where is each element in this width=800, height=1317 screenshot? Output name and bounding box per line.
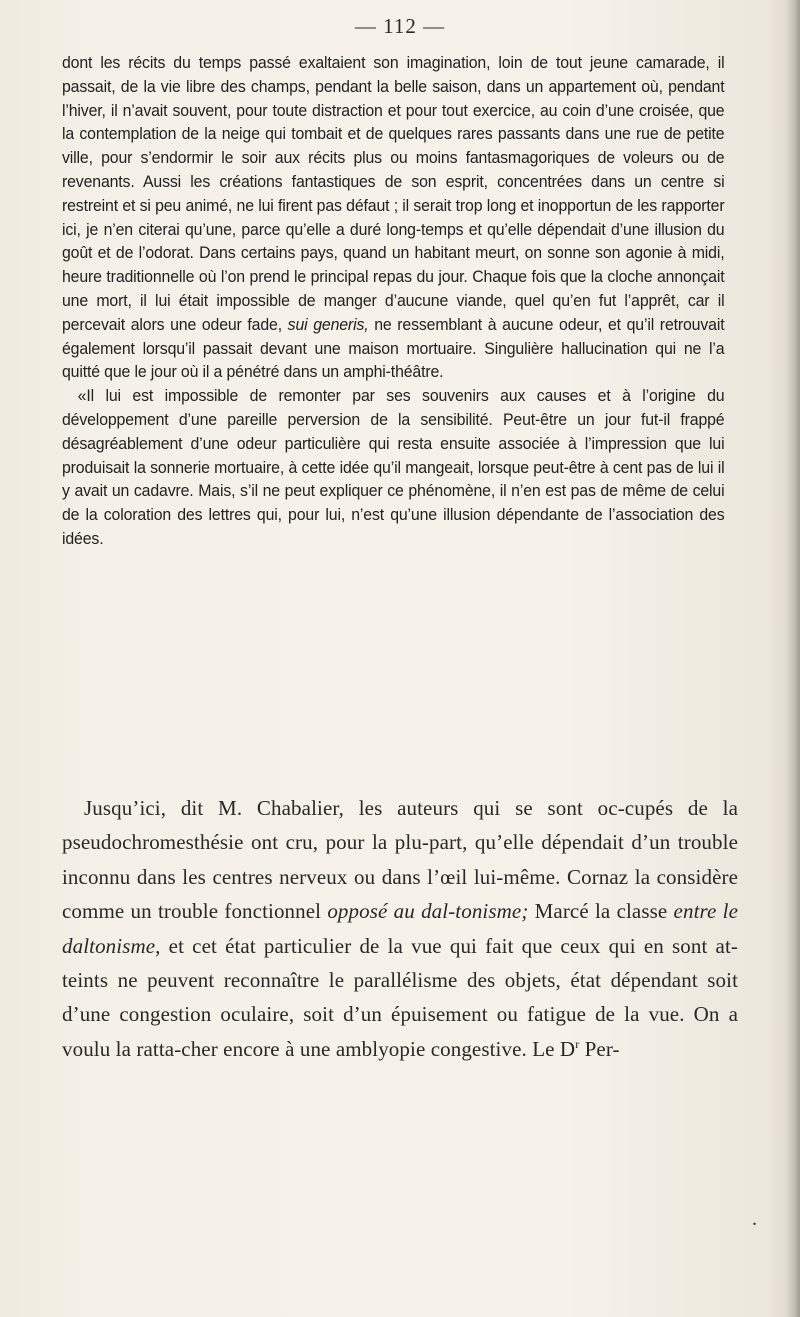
paragraph-3 — [62, 791, 738, 1066]
paragraph-1-italic: sui generis, — [287, 315, 369, 334]
small-text-block — [62, 52, 724, 552]
paragraph-3-part4: Per- — [579, 1036, 620, 1061]
paragraph-1-end: ne ressemblant à aucune odeur, et qu’il retrouvait également lorsqu’il passait devant une maison mortuaire. Singulière hallucination qui ne l’a quitté que le jour où il a pénétré dans un amphi-théâtre. — [62, 315, 725, 382]
page-edge-shadow — [786, 0, 800, 1317]
paragraph-3-part2: Marcé la classe — [528, 899, 674, 924]
paragraph-3-part1: Jusqu’ici, dit M. Chabalier, les auteurs qui se sont oc-cupés de la pseudochromesthésie ont cru, pour la plu-part, qu’elle dépendait d’un trouble inconnu dans les centres nerveux ou dans l’œil lui-même. Cornaz la considère comme un trouble fonctionnel — [62, 796, 738, 924]
paragraph-1 — [62, 52, 724, 385]
page-number: — 112 — — [354, 14, 446, 38]
paragraph-2: «Il lui est impossible de remonter par ses souvenirs aux causes et à l’origine du développement d’une pareille perversion de la sensibilité. Peut-être un jour fut-il frappé désagréablement d’une odeur particulière qui resta ensuite associée à l’impression que lui produisait la sonnerie mortuaire, à cette idée qu’il mangeait, lorsque peut-être à cent pas de lui il y avait un cadavre. Mais, s’il ne peut expliquer ce phénomène, il n’en est pas de même de celui de la coloration des lettres qui, pour lui, n’est qu’une illusion dépendante de l’association des idées. — [62, 387, 725, 548]
stray-mark: . — [752, 1208, 757, 1230]
paragraph-3-part3: , et cet état particulier de la vue qui fait que ceux qui en sont at-teints ne peuvent reconnaître le parallélisme des objets, état dépendant soit d’une congestion oculaire, soit d’un épuisement ou fatigue de la vue. On a voulu la ratta-cher encore à une amblyopie congestive. Le D — [62, 933, 738, 1061]
paragraph-3-italic-1: opposé au dal-tonisme; — [327, 899, 529, 924]
paragraph-1-text: dont les récits du temps passé exaltaient son imagination, loin de tout jeune camarade, il passait, de la vie libre des champs, pendant la belle saison, dans un appartement où, pendant l’hiver, il n’avait souvent, pour toute distraction et pour tout exercice, au coin d’une croisée, que la contemplation de la neige qui tombait et de quelques rares passants dans une rue de petite ville, pour s’endormir le soir aux récits plus ou moins fantasmagoriques de voleurs ou de revenants. Aussi les créations fantastiques de son esprit, concentrées dans un centre si restreint et si peu animé, ne lui firent pas défaut ; il serait trop long et inopportun de les rapporter ici, je n’en citerai qu’une, parce qu’elle a duré long-temps et qu’elle dépendait d’une illusion du goût et de l’odorat. Dans certains pays, quand un habitant meurt, on sonne son agonie à midi, heure traditionnelle où l’on prend le principal repas du jour. Chaque fois que la cloche annonçait une mort, il lui était impossible de manger d’aucune viande, quel qu’en fut l’apprêt, car il percevait alors une odeur fade, — [62, 54, 725, 334]
paragraph-3-italic-2: entre le daltonisme — [62, 899, 738, 958]
large-text-block — [62, 791, 738, 1066]
doctor-superscript: r — [575, 1036, 580, 1051]
